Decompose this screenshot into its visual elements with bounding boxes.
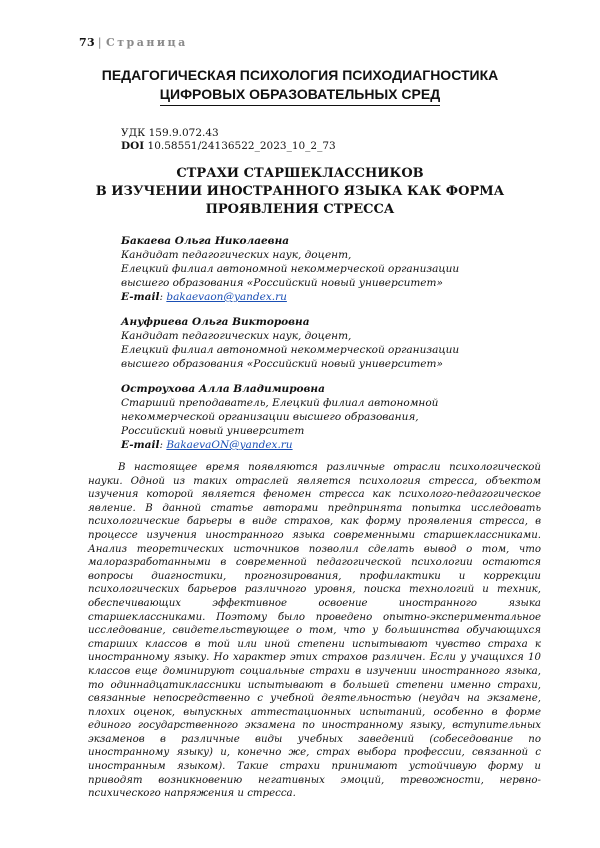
author-affiliation-line: Елецкий филиал автономной некоммерческой организации	[121, 344, 460, 356]
doi-label: DOI	[121, 140, 145, 152]
author-block-1	[121, 234, 459, 304]
abstract	[88, 461, 541, 801]
header-separator: |	[97, 36, 102, 49]
running-header	[79, 36, 188, 49]
udc-code: УДК 159.9.072.43	[121, 127, 219, 139]
author-email-line: E-mail: BakaevaON@yandex.ru	[121, 439, 293, 451]
article-meta	[121, 127, 336, 153]
author-name: Остроухова Алла Владимировна	[121, 383, 325, 395]
author-affiliation-line: Елецкий филиал автономной некоммерческой организации	[121, 263, 460, 275]
author-block-3	[121, 382, 438, 452]
author-affiliation-line: Старший преподаватель, Елецкий филиал автономной	[121, 397, 439, 409]
author-affiliation-line: некоммерческой организации высшего образования,	[121, 411, 419, 423]
author-email-link[interactable]: BakaevaON@yandex.ru	[166, 439, 293, 451]
author-email-link[interactable]: bakaevaon@yandex.ru	[166, 291, 287, 303]
author-affiliation-line: высшего образования «Российский новый университет»	[121, 358, 443, 370]
author-name: Ануфриева Ольга Викторовна	[121, 316, 310, 328]
abstract-text: В настоящее время появляются различные отрасли психологической науки. Одной из таких отраслей является психология стресса, объектом изучения которой является феномен стресса как психолого-педагогическое явление. В данной статье авторами предпринята попытка исследовать психологические барьеры в виде страхов, как форму проявления стресса, в процессе изучения иностранного языка современными старшеклассниками. Анализ теоретических источников позволил сделать вывод о том, что малоразработанными в современной педагогической психологии остаются вопросы диагностики, прогнозирования, профилактики и коррекции психологических барьеров различного уровня, поиска технологий и техник, обеспечивающих эффективное освоение иностранного языка старшеклассниками. Поэтому было проведено опытно-экспериментальное исследование, свидетельствующее о том, что у большинства обучающихся старших классов в той или иной степени испытывают чувство страха к иностранному языку. Но характер этих страхов различен. Если у учащихся 10 классов еще доминируют социальные страхи в изучении иностранного языка, то одиннадцатиклассники испытывают в большей степени именно страхи, связанные непосредственно с учебной деятельностью (неудач на экзамене, плохих оценок, выпускных аттестационных испытаний, особенно в форме единого государственного экзамена по иностранному языку, вступительных экзаменов в различные виды учебных заведений (собеседование по иностранному языку) и, конечно же, страх выбора профессии, связанной с иностранным языком). Такие страхи принимают устойчивую форму и приводят возникновению негативных эмоций, тревожности, нервно-психического напряжения и стресса.	[88, 462, 541, 800]
journal-title-line-1: ПЕДАГОГИЧЕСКАЯ ПСИХОЛОГИЯ ПСИХОДИАГНОСТИКА	[101, 67, 499, 83]
author-block-2	[121, 315, 459, 371]
page-label: Страница	[105, 36, 188, 49]
doi-value: 10.58551/24136522_2023_10_2_73	[147, 140, 336, 152]
journal-title-line-2: ЦИФРОВЫХ ОБРАЗОВАТЕЛЬНЫХ СРЕД	[160, 85, 440, 106]
doi-line	[121, 140, 336, 153]
article-title-line-2: В ИЗУЧЕНИИ ИНОСТРАННОГО ЯЗЫКА КАК ФОРМА	[95, 184, 505, 199]
page-number: 73	[79, 36, 95, 49]
author-affiliation-line: Кандидат педагогических наук, доцент,	[121, 330, 352, 342]
author-name: Бакаева Ольга Николаевна	[121, 235, 290, 247]
author-affiliation-line: Кандидат педагогических наук, доцент,	[121, 249, 352, 261]
email-label: E-mail	[121, 439, 160, 451]
journal-section-title	[60, 66, 540, 106]
article-title	[60, 165, 540, 219]
author-email-line: E-mail: bakaevaon@yandex.ru	[121, 291, 287, 303]
article-title-line-3: ПРОЯВЛЕНИЯ СТРЕССА	[205, 202, 395, 217]
article-title-line-1: СТРАХИ СТАРШЕКЛАССНИКОВ	[176, 166, 424, 181]
email-label: E-mail	[121, 291, 160, 303]
author-affiliation-line: высшего образования «Российский новый университет»	[121, 277, 443, 289]
author-affiliation-line: Российский новый университет	[121, 425, 305, 437]
